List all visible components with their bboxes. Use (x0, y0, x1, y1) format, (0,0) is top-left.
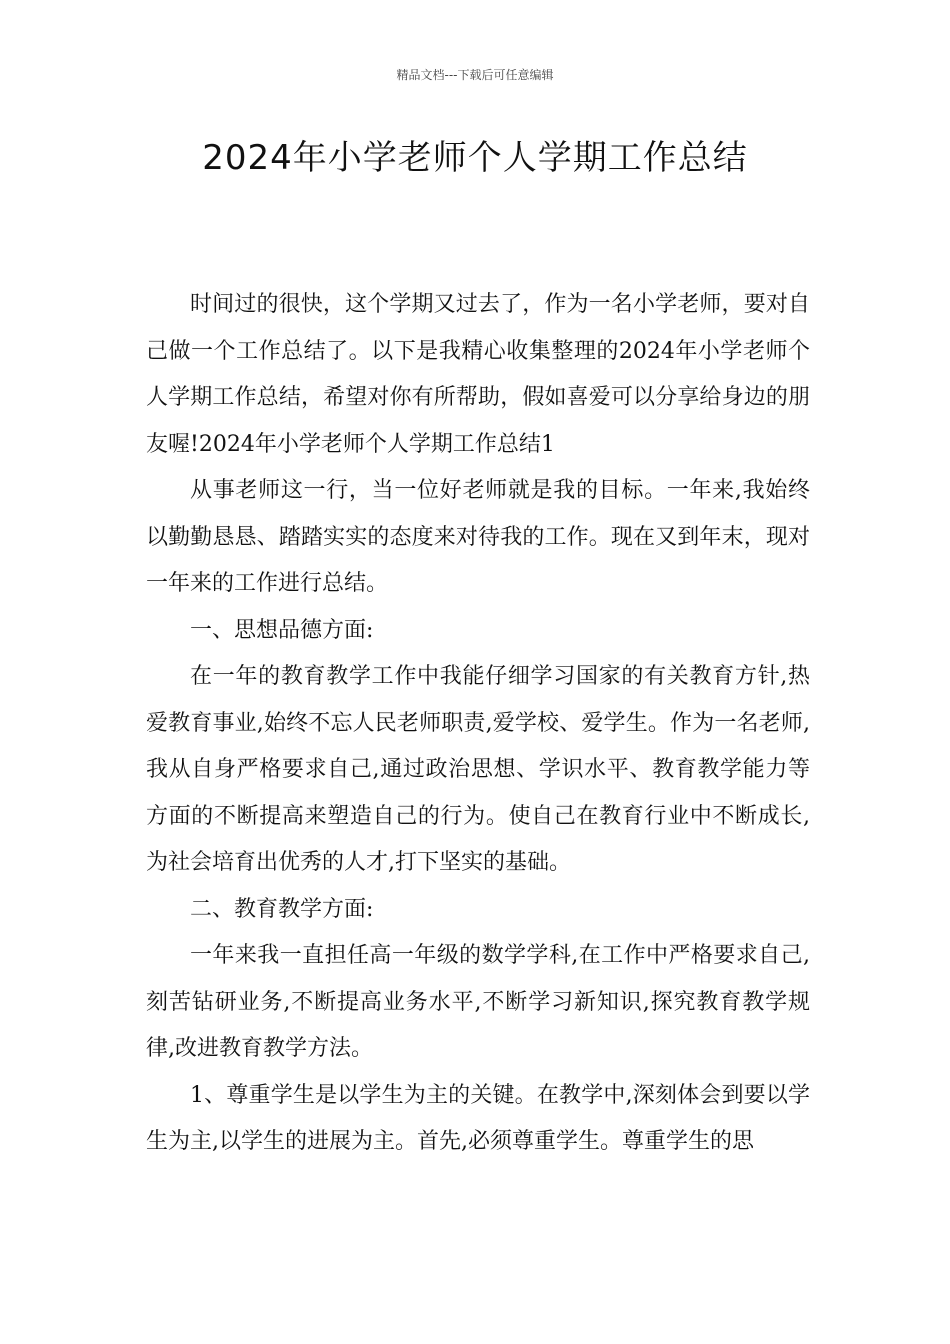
document-body (146, 282, 810, 1166)
section-heading-morality: 一、思想品德方面: (190, 617, 374, 643)
paragraph-morality: 在一年的教育教学工作中我能仔细学习国家的有关教育方针,热爱教育事业,始终不忘人民老师职责,爱学校、爱学生。作为一名老师,我从自身严格要求自己,通过政治思想、学识水平、教育教学能力等方面的不断提高来塑造自己的行为。使自己在教育行业中不断成长,为社会培育出优秀的人才,打下坚实的基础。 (146, 664, 810, 875)
header-note: 精品文档---下载后可任意编辑 (396, 68, 554, 82)
paragraph-teaching: 一年来我一直担任高一年级的数学学科,在工作中严格要求自己,刻苦钻研业务,不断提高业务水平,不断学习新知识,探究教育教学规律,改进教育教学方法。 (146, 943, 810, 1061)
paragraph-goal: 从事老师这一行，当一位好老师就是我的目标。一年来,我始终以勤勤恳恳、踏踏实实的态度来对待我的工作。现在又到年末，现对一年来的工作进行总结。 (146, 478, 810, 596)
page-title: 2024年小学老师个人学期工作总结 (202, 138, 748, 178)
section-heading-teaching: 二、教育教学方面: (190, 896, 374, 922)
paragraph-intro: 时间过的很快，这个学期又过去了，作为一名小学老师，要对自己做一个工作总结了。以下是我精心收集整理的2024年小学老师个人学期工作总结，希望对你有所帮助，假如喜爱可以分享给身边的朋友喔!2024年小学老师个人学期工作总结1 (146, 292, 810, 457)
paragraph-item-1: 1、尊重学生是以学生为主的关键。在教学中,深刻体会到要以学生为主,以学生的进展为主。首先,必须尊重学生。尊重学生的思 (146, 1082, 810, 1154)
